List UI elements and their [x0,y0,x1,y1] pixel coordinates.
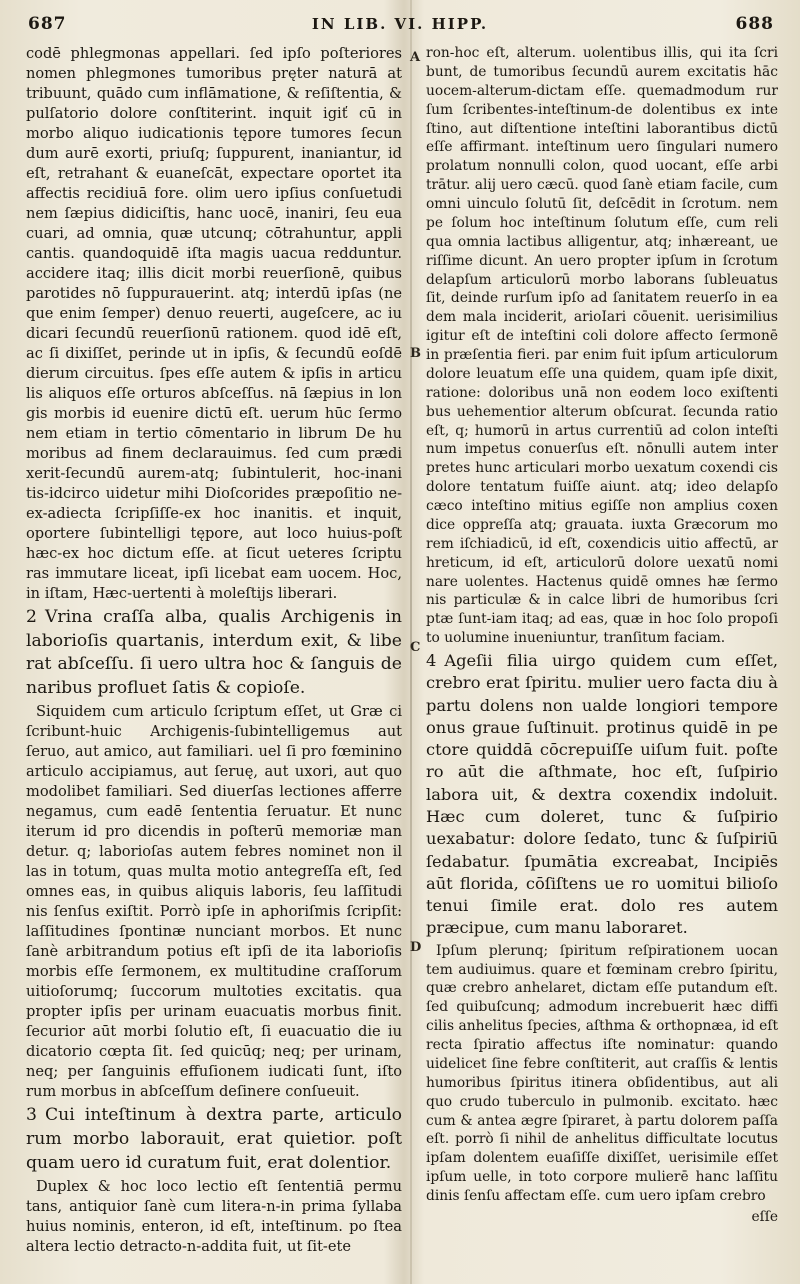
margin-letter-b: B [410,346,421,361]
running-head: IN LIB. VI. HIPP. [311,15,489,33]
lemma-number: 2 [26,607,37,627]
left-column [26,44,402,1259]
page-number-left: 687 [28,14,67,34]
lemma-number: 3 [26,1105,37,1126]
lemma-text: Vrina craſſa alba, qualis Archigenis in laborioſis quartanis, interdum exit, & libe rat abſceſſu. ſi uero ultra hoc & ſanguis de naribus profluet ſatis & copioſe. [26,607,402,698]
commentary-paragraph: Ipſum plerunq; ſpiritum reſpirationem uocan tem audiuimus. quare et fœminam crebro ſpiritu, quæ crebro anhelaret, dictam eſſe putandum eſt. ſed quibuſcunq; admodum increbuerit hæc diffi cilis anhelitus ſpecies, aſthma & orthopnæa, id eſt recta ſpiratio affectus iſte nominatur: quando uidelicet ſine febre conſtiterit, aut craſſis & lentis humoribus ſpiritus itinera obſidentibus, aut ali quo crudo tuberculo in pulmonib. excitato. hæc cum & antea ægre ſpiraret, à partu dolorem paſſa eſt. porrò ſi nihil de anhelitus difficultate locutus ipſam dolentem euaſiſſe dixiſſet, uerisimile eſſet ipſum uelle, in toto corpore mulierē hanc laſſitu dinis ſenſu affectam eſſe. cum uero ipſam crebro [426,942,778,1205]
commentary-paragraph: codē phlegmonas appellari. ſed ipſo poſteriores nomen phlegmones tumoribus pręter naturā at tribuunt, quādo cum inflāmatione, & reſiſtentia, & pulſatorio dolore conſtiterint. inquit igiť cū in morbo aliquo iudicationis tępore tumores ſecun dum aurē exorti, priuſq; ſuppurent, inaniantur, id eſt, retrahant & euaneſcāt, expectare oportet ita affectis recidiuā fore. olim uero ipſius conſuetudi nem ſæpius didiciſtis, hanc uocē, inaniri, ſeu eua cuari, ad omnia, quæ utcunq; cōtrahuntur, appli cantis. quandoquidē iſta magis uacua redduntur. accidere itaq; illis dicit morbi reuerſionē, quibus parotides nō ſuppurauerint. atq; interdū ipſas (ne que enim ſemper) denuo reuerti, augeſcere, ac iu dicari ſecundū reuerſionū rationem. quod idē eſt, ac ſi dixiſſet, perinde ut in ipſis, & ſecundū eoſdē dierum circuitus. ſpes eſſe autem & ipſis in articu lis aliquos eſſe orturos abſceſſus. nā ſæpius in lon gis morbis id euenire dictū eſt. uerum hūc ſermo nem etiam in tertio cōmentario in librum De hu moribus ad finem declarauimus. ſed cum prædi xerit-ſecundū aurem-atq; ſubintulerit, hoc-inani tis-idcirco uidetur mihi Dioſcorides præpoſitio ne-ex-adiecta ſcripſiſſe-ex hoc inanitis. et inquit, oportere ſubintelligi tępore, aut loco huius-poſt hæc-ex hoc dictum eſſe. at ſicut ueteres ſcriptu ras immutare liceat, ipſi licebat eam uocem. Hoc, in iſtam, Hæc-uertenti à moleſtijs liberari. [26,45,402,602]
page-header [0,0,800,40]
margin-letter-d: D [410,940,422,955]
commentary-paragraph: Duplex & hoc loco lectio eſt ſententiā permu tans, antiquior ſanè cum litera-n-in prima ſyllaba huius nominis, enteron, id eſt, inteſtinum. po ſtea altera lectio detracto-n-addita fuit, ut ſit-ete [26,1178,402,1256]
right-column [426,44,778,1227]
lemma-4 [426,650,778,940]
margin-letter-a: A [410,50,421,65]
lemma-3 [26,1104,402,1175]
page-number-right: 688 [735,14,774,34]
lemma-2 [26,606,402,700]
lemma-text: Ageſii filia uirgo quidem cum eſſet, crebro erat ſpiritu. mulier uero facta diu à partu dolens non ualde longiori tempore onus graue ſuſtinuit. protinus quidē in pe ctore quiddā cōcrepuiſſe uiſum fuit. poſte ro aūt die aſthmate, hoc eſt, ſuſpirio labora uit, & dextra coxendix indoluit. Hæc cum doleret, tunc & ſuſpirio uexabatur: dolore ſedato, tunc & ſuſpiriū ſedabatur. ſpumātia excreabat, Incipiēs aūt florida, cōſiſtens ue ro uomitui bilioſo tenui ſimile erat. dolo res autem præcipue, cum manu laboraret. [426,651,778,938]
catchword: eſſe [751,1208,778,1225]
lemma-number: 4 [426,651,437,670]
lemma-text: Cui inteſtinum à dextra parte, articulo rum morbo laborauit, erat quietior. poſt quam uero id curatum fuit, erat dolentior. [26,1105,402,1173]
margin-letter-c: C [410,640,421,655]
commentary-paragraph: Siquidem cum articulo ſcriptum eſſet, ut Græ ci ſcribunt-huic Archigenis-ſubintelligemus aut ſeruo, aut amico, aut familiari. uel ſi pro fœminino articulo accipiamus, aut ſeruę, aut uxori, aut quo modolibet familiari. Sed diuerſas lectiones afferre negamus, cum eadē ſententia ſeruatur. Et nunc iterum id pro dicendis in poſterū memoriæ man detur. q; laborioſas autem febres nominet non il las in totum, quas multa motio antegreſſa eſt, ſed omnes eas, in quibus aliquis laboris, ſeu laſſitudi nis ſenſus exiſtit. Porrò ipſe in aphoriſmis ſcripſit: laſſitudines ſpontinæ nunciant morbos. Et nunc ſanè arbitrandum potius eſt ipſi de ita laborioſis morbis eſſe ſermonem, ex multitudine craſſorum uitioſorumq; ſuccorum multoties excitatis. qua propter ipſis per urinam euacuatis morbus finit. ſecurior aūt morbi ſolutio eſt, ſi euacuatio die iu dicatorio cœpta ſit. ſed quicūq; neq; per urinam, neq; per ſanguinis effuſionem iudicati ſunt, iſto rum morbus in abſceſſum deſinere conſueuit. [26,703,402,1101]
commentary-paragraph: ron-hoc eſt, alterum. uolentibus illis, qui ita ſcri bunt, de tumoribus ſecundū aurem excitatis hāc uocem-alterum-dictam eſſe. quemadmodum rur ſum ſcribentes-inteſtinum-de dolentibus ex inte ſtino, aut diſtentione inteſtini laborantibus dictū eſſe affirmant. inteſtinum uero ſingulari numero prolatum nonnulli colon, quod uocant, eſſe arbi trātur. alij uero cæcū. quod ſanè etiam facile, cum omni uinculo ſolutū ſit, deſcēdit in ſcrotum. nem pe ſolum hoc inteſtinum ſolutum eſſe, cum reli qua omnia lactibus alligentur, atq; inhæreant, ue riſſime dicunt. An uero propter ipſum in ſcrotum delapſum articulorū morbo laborans ſubleuatus ſit, deinde rurſum ipſo ad ſanitatem reuerſo in ea dem mala inciderit, arioIari cōuenit. uerisimilius igitur eſt de inteſtini coli dolore affecto ſermonē in præſentia fieri. par enim fuit ipſum articulorum dolore leuatum eſſe una quidem, quam ipſe dixit, ratione: doloribus unā non eodem loco exiſtenti bus uehementior alterum obſcurat. ſecunda ratio eſt, q; humorū in artus currentiū ad colon inteſti num impetus conuerſus eſt. nōnulli autem inter pretes hunc articulari morbo uexatum coxendi cis dolore tentatum fuiſſe aiunt. atq; ideo delapſo cæco inteſtino mitius egiſſe non amplius coxen dice oppreſſa atq; grauata. iuxta Græcorum mo rem iſchiadicū, id eſt, coxendicis uitio affectū, ar hreticum, id eſt, articulorū dolore uexatū nomi nare uolentes. Hactenus quidē omnes hæ ſermo nis particulæ & in calce libri de humoribus ſcri ptæ ſunt-iam itaq; ad eas, quæ in hoc ſolo propoſi to uolumine inueniuntur, tranſitum faciam. [426,45,778,647]
